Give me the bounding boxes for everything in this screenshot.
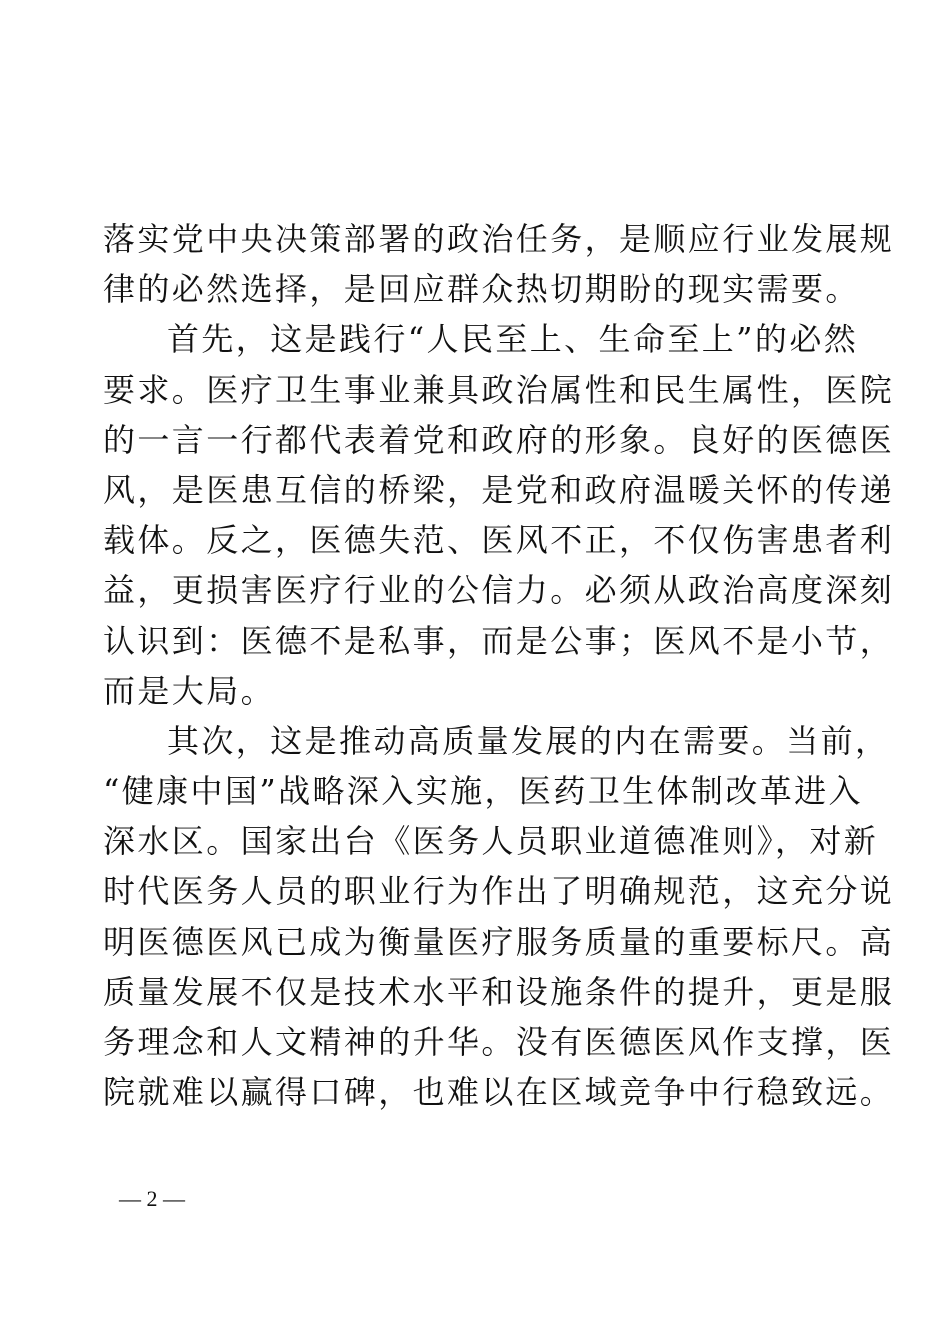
page-number: — 2 — — [119, 1186, 185, 1211]
text-line: 要求。医疗卫生事业兼具政治属性和民生属性，医院 — [103, 370, 895, 409]
text-line: 认识到：医德不是私事，而是公事；医风不是小节， — [103, 621, 895, 660]
text-line: 而是大局。 — [103, 671, 276, 710]
document-body — [103, 214, 895, 1117]
text-line: 深水区。国家出台《医务人员职业道德准则》，对新 — [103, 822, 879, 861]
text-line: 院就难以赢得口碑，也难以在区域竞争中行稳致远。 — [103, 1073, 895, 1112]
text-line: 务理念和人文精神的升华。没有医德医风作支撑，医 — [103, 1023, 895, 1061]
text-line: 时代医务人员的职业行为作出了明确规范，这充分说 — [103, 872, 895, 911]
paragraph-start-line: 首先，这是践行“人民至上、生命至上”的必然 — [167, 320, 859, 359]
text-line: 律的必然选择，是回应群众热切期盼的现实需要。 — [103, 270, 860, 309]
text-line: 落实党中央决策部署的政治任务，是顺应行业发展规 — [103, 220, 895, 258]
text-line: 风，是医患互信的桥梁，是党和政府温暖关怀的传递 — [103, 470, 895, 509]
text-line: 质量发展不仅是技术水平和设施条件的提升，更是服 — [103, 972, 895, 1011]
text-line: 的一言一行都代表着党和政府的形象。良好的医德医 — [103, 420, 895, 459]
text-line: 载体。反之，医德失范、医风不正，不仅伤害患者利 — [103, 521, 895, 560]
text-line: 益，更损害医疗行业的公信力。必须从政治高度深刻 — [103, 571, 895, 610]
paragraph-start-line: 其次，这是推动高质量发展的内在需要。当前， — [167, 721, 890, 760]
text-line: 明医德医风已成为衡量医疗服务质量的重要标尺。高 — [103, 922, 895, 961]
text-line: “健康中国”战略深入实施，医药卫生体制改革进入 — [103, 772, 863, 811]
